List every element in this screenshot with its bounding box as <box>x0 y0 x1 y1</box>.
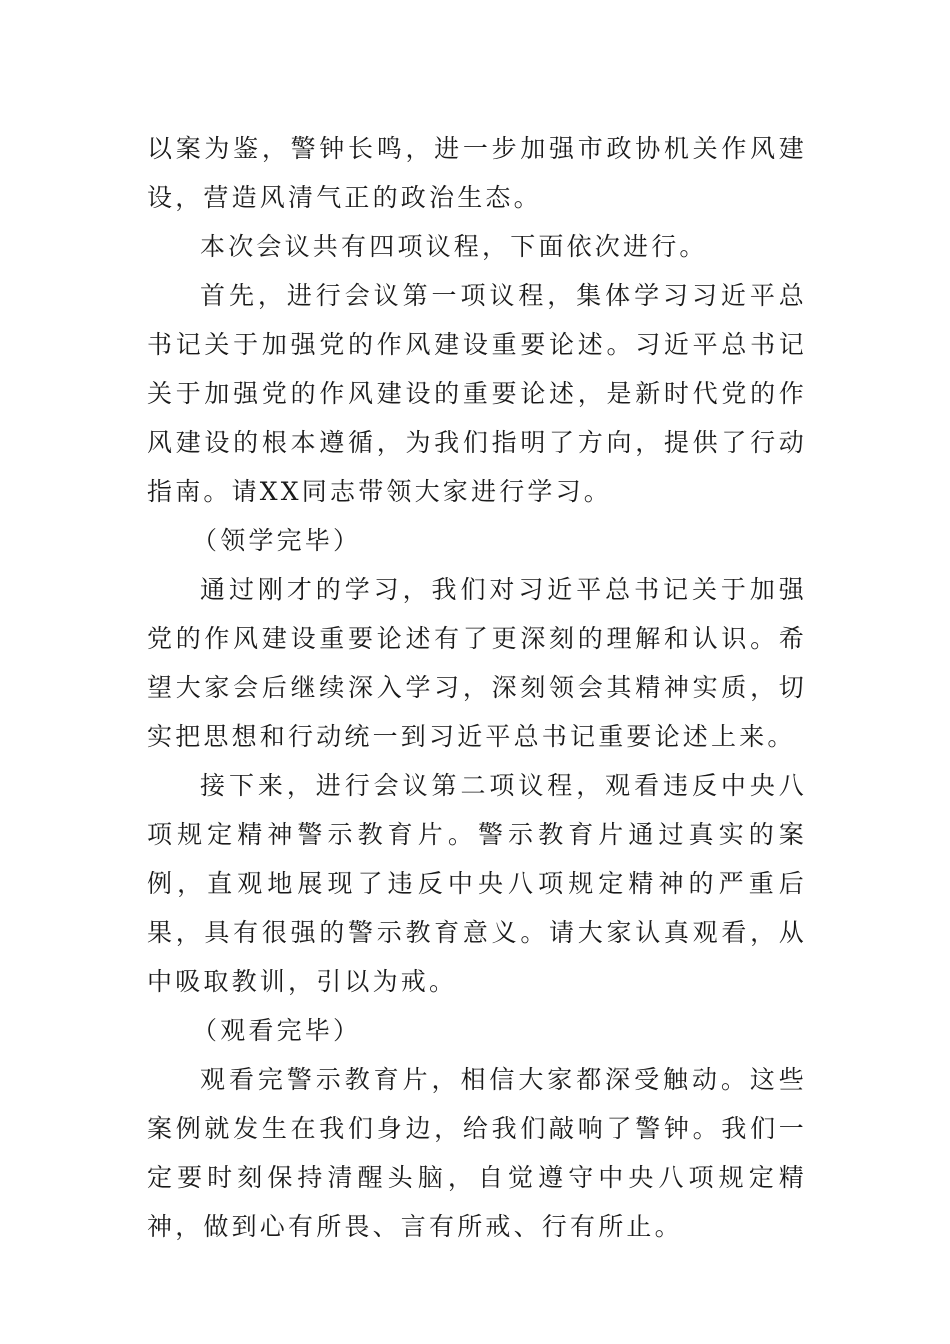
paragraph-agenda-intro: 本次会议共有四项议程，下面依次进行。 <box>200 232 708 261</box>
paragraph-viewing-summary: 观看完警示教育片，相信大家都深受触动。这些案例就发生在我们身边，给我们敲响了警钟。我们一定要时刻保持清醒头脑，自觉遵守中央八项规定精神，做到心有所畏、言有所戒、行有所止。 <box>147 1065 807 1241</box>
paragraph-first-agenda: 首先，进行会议第一项议程，集体学习习近平总书记关于加强党的作风建设重要论述。习近平总书记关于加强党的作风建设的重要论述，是新时代党的作风建设的根本遵循，为我们指明了方向，提供了行动指南。请XX同志带领大家进行学习。 <box>147 281 807 506</box>
document-body <box>147 124 807 1251</box>
note-study-complete: （领学完毕） <box>192 526 362 555</box>
paragraph-study-summary: 通过刚才的学习，我们对习近平总书记关于加强党的作风建设重要论述有了更深刻的理解和认识。希望大家会后继续深入学习，深刻领会其精神实质，切实把思想和行动统一到习近平总书记重要论述上来。 <box>147 575 807 751</box>
paragraph-second-agenda: 接下来，进行会议第二项议程，观看违反中央八项规定精神警示教育片。警示教育片通过真实的案例，直观地展现了违反中央八项规定精神的严重后果，具有很强的警示教育意义。请大家认真观看，从中吸取教训，引以为戒。 <box>147 771 807 996</box>
paragraph-continued: 以案为鉴，警钟长鸣，进一步加强市政协机关作风建设，营造风清气正的政治生态。 <box>147 134 807 212</box>
note-viewing-complete: （观看完毕） <box>192 1016 362 1045</box>
